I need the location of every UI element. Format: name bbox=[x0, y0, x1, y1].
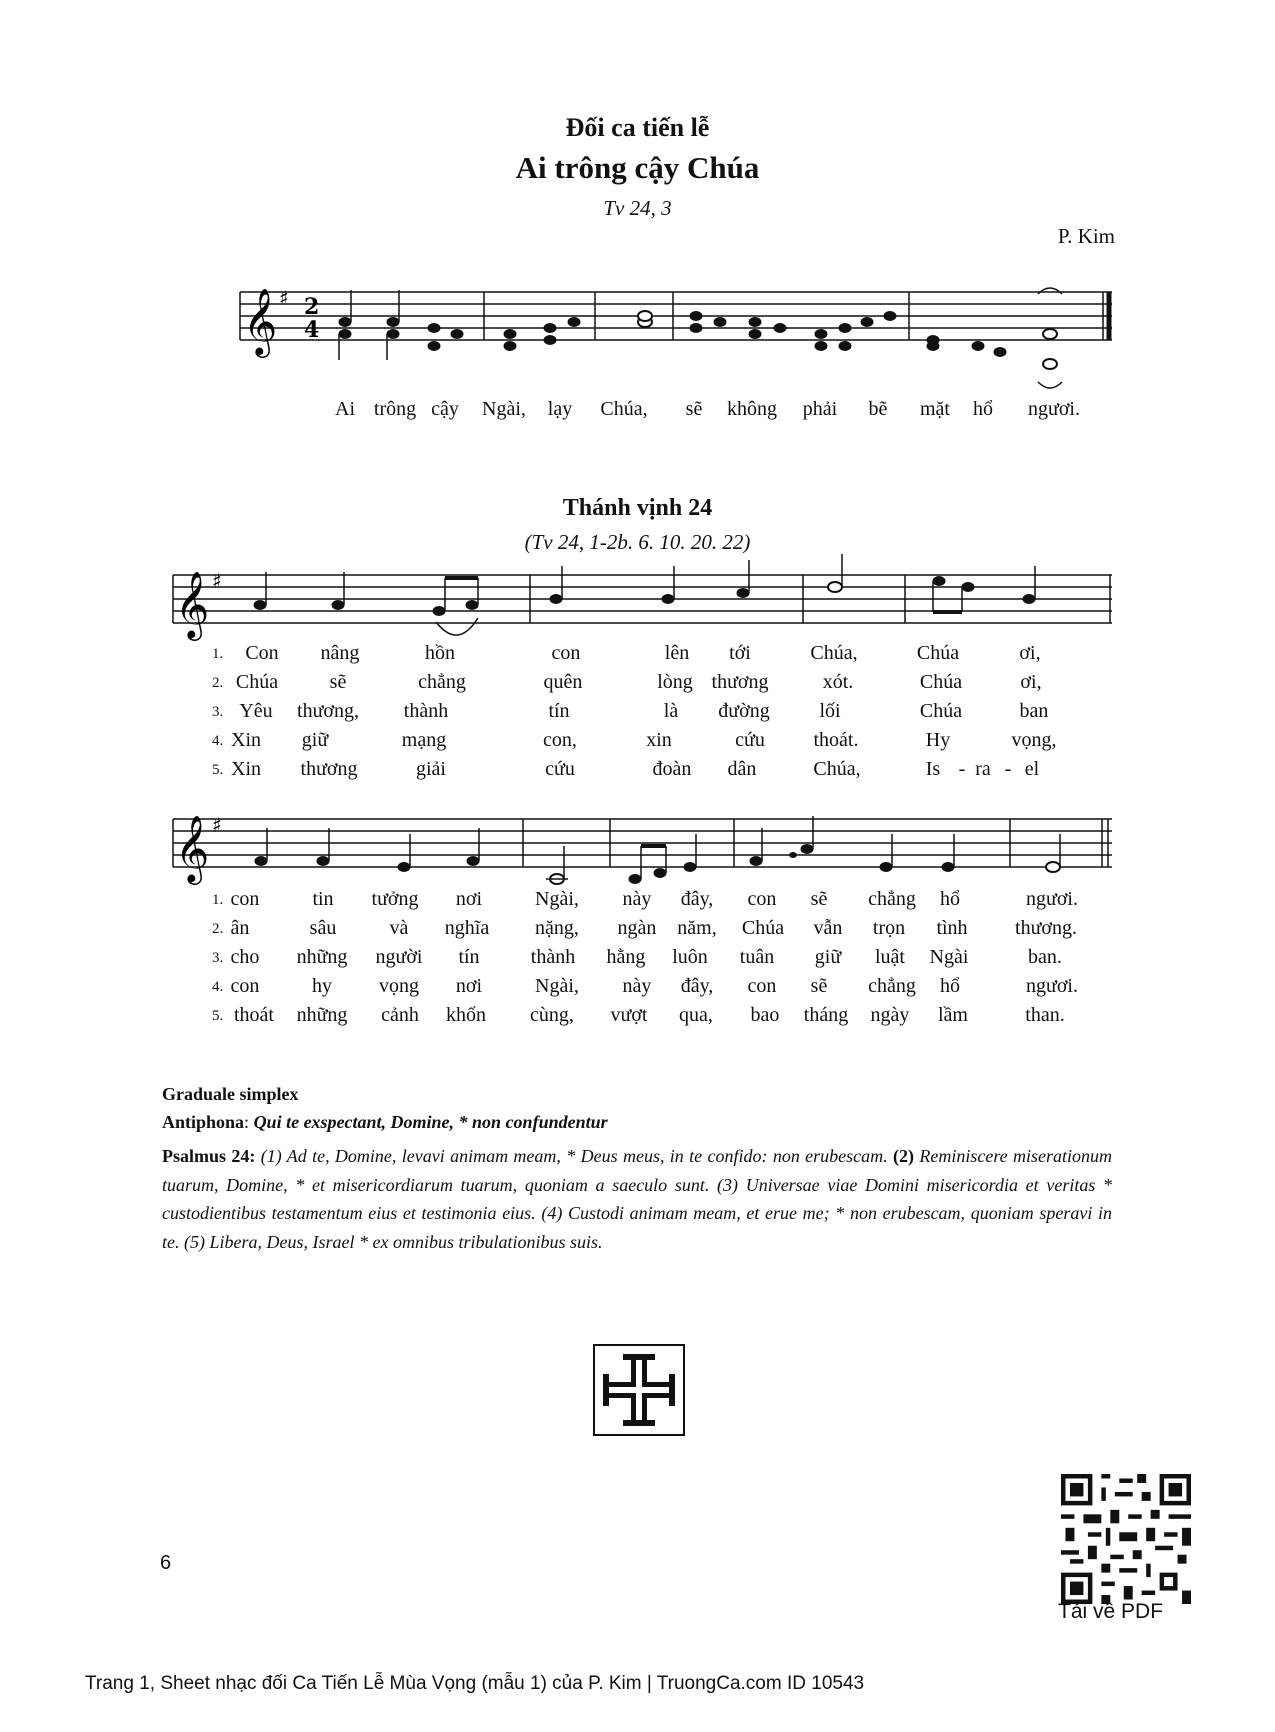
psalm-notes-2 bbox=[255, 816, 1061, 884]
graduale-section bbox=[162, 1080, 1112, 1136]
cross-ornament-icon bbox=[593, 1344, 685, 1436]
verse-1-line-2: 1. con tin tưởng nơi Ngài, này đây, con sẽ chẳng hổ ngươi. bbox=[212, 888, 1078, 910]
verse-4-line-1: 4. Xin giữ mạng con, xin cứu thoát. Hy vọng, bbox=[212, 729, 1057, 751]
page-title: Ai trông cậy Chúa bbox=[515, 150, 760, 185]
qr-code-icon[interactable] bbox=[1061, 1474, 1191, 1604]
subtitle: Đối ca tiến lễ bbox=[565, 113, 710, 142]
time-signature-bottom: 4 bbox=[304, 317, 320, 343]
psalmus-label: Psalmus 24: bbox=[162, 1146, 256, 1166]
antiphon-lyrics: Ai trông cậy Ngài, lạy Chúa, sẽ không phải bẽ mặt hổ ngươi. bbox=[335, 398, 1080, 420]
verse-4-line-2: 4. con hy vọng nơi Ngài, này đây, con sẽ chẳng hổ ngươi. bbox=[212, 975, 1078, 997]
verse-5-line-2: 5. thoát những cảnh khốn cùng, vượt qua, bao tháng ngày lầm than. bbox=[212, 1004, 1065, 1026]
verse-3-line-2: 3. cho những người tín thành hằng luôn tuân giữ luật Ngài ban. bbox=[212, 946, 1062, 968]
antiphon-staff bbox=[0, 268, 1275, 408]
graduale-heading: Graduale simplex bbox=[162, 1084, 299, 1104]
time-signature-top: 2 bbox=[304, 294, 320, 320]
sharp-icon: ♯ bbox=[279, 286, 289, 310]
psalmus-part-2: (2) bbox=[893, 1146, 915, 1166]
treble-clef-icon: 𝄞 bbox=[175, 814, 210, 882]
treble-clef-icon: 𝄞 bbox=[243, 287, 278, 355]
verse-1-line-1: 1. Con nâng hồn con lên tới Chúa, Chúa ơi, bbox=[212, 642, 1041, 664]
antiphona-line: Antiphona: Qui te exspectant, Domine, * non confundentur bbox=[162, 1112, 608, 1132]
antiphon-notes bbox=[339, 288, 1063, 388]
antiphona-label: Antiphona bbox=[162, 1112, 245, 1132]
psalmus-part-1: (1) Ad te, Domine, levavi animam meam, * Deus meus, in te confido: non erubescam. bbox=[260, 1146, 888, 1166]
treble-clef-icon: 𝄞 bbox=[175, 570, 210, 638]
page-number: 6 bbox=[160, 1552, 172, 1574]
verse-3-line-1: 3. Yêu thương, thành tín là đường lối Chúa ban bbox=[212, 700, 1049, 722]
verse-2-line-2: 2. ân sâu và nghĩa nặng, ngàn năm, Chúa vẫn trọn tình thương. bbox=[212, 917, 1077, 939]
psalm-reference: (Tv 24, 1-2b. 6. 10. 20. 22) bbox=[524, 530, 751, 554]
footer-caption: Trang 1, Sheet nhạc đối Ca Tiến Lễ Mùa Vọng (mẫu 1) của P. Kim | TruongCa.com ID 10543 bbox=[85, 1673, 865, 1694]
verse-5-line-1: 5. Xin thương giải cứu đoàn dân Chúa, Is - ra - el bbox=[212, 758, 1040, 780]
antiphona-text: Qui te exspectant, Domine, * non confundentur bbox=[253, 1112, 608, 1132]
scripture-reference: Tv 24, 3 bbox=[603, 196, 672, 220]
composer: P. Kim bbox=[1057, 224, 1115, 248]
psalm-staff-1 bbox=[0, 556, 1275, 646]
download-pdf-link[interactable]: Tải về PDF bbox=[1058, 1600, 1164, 1623]
psalmus-part-3: Reminiscere miserationum tuarum, Domine, * et misericordiarum tuarum, quoniam a saeculo sunt. (3) Universae viae Domini misericordia et veritas * custodientibus testamentum eius et testimonia eius. (4) Custodi animam meam, et erue me; * non erubescam, quoniam speravi in te. (5) Libera, Deus, Israel * ex omnibus tribulationibus suis. bbox=[162, 1146, 1113, 1252]
sharp-icon: ♯ bbox=[212, 569, 222, 593]
verse-2-line-1: 2. Chúa sẽ chẳng quên lòng thương xót. Chúa ơi, bbox=[212, 671, 1042, 693]
psalm-title: Thánh vịnh 24 bbox=[562, 495, 713, 521]
psalm-staff-2 bbox=[0, 800, 1275, 890]
psalmus-text bbox=[162, 1142, 1112, 1256]
sharp-icon: ♯ bbox=[212, 813, 222, 837]
